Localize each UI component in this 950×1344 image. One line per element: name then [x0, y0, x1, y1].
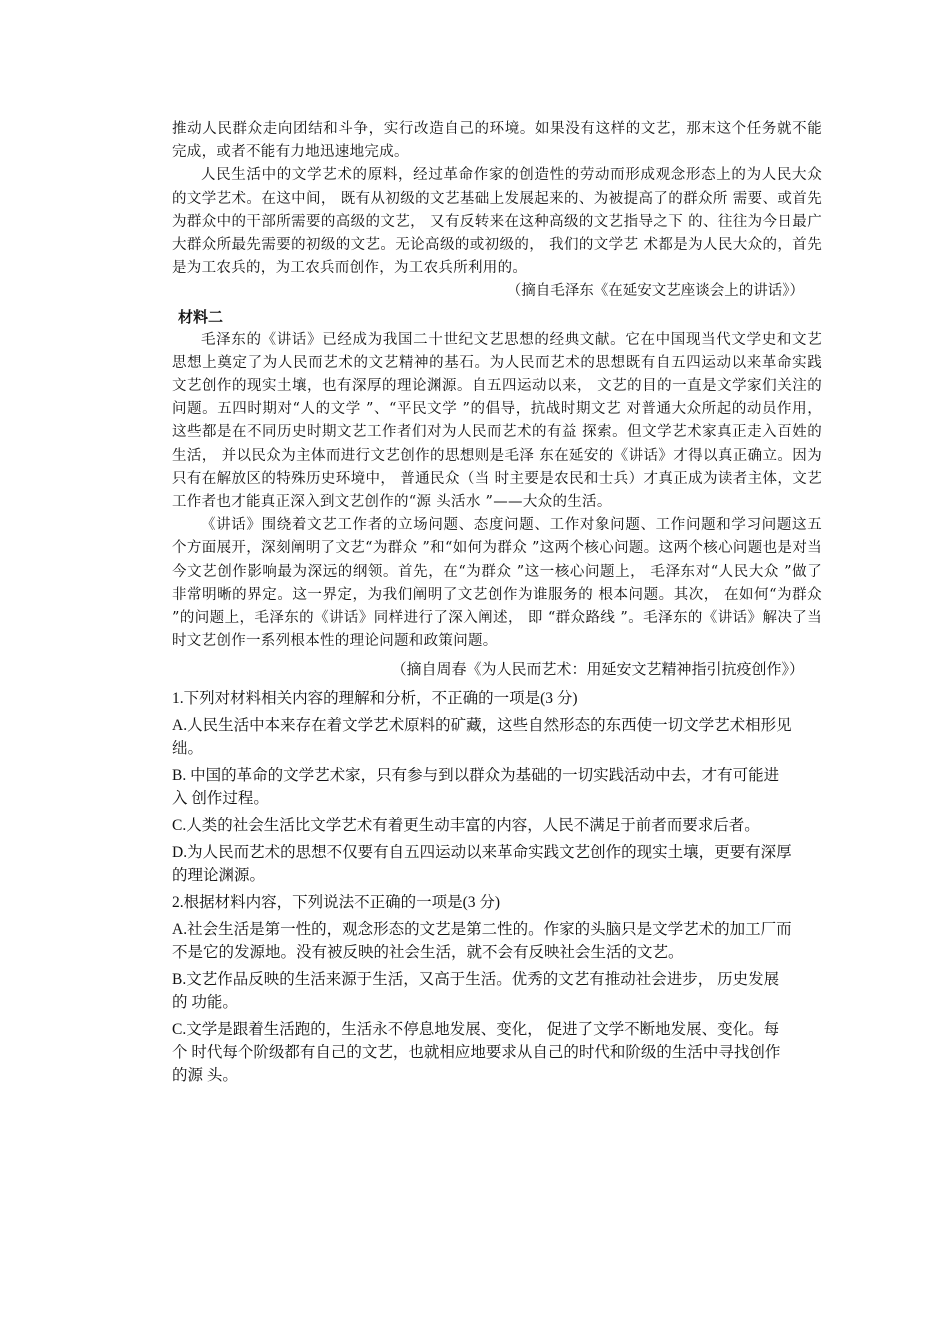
material-one-paragraph-2: 人民生活中的文学艺术的原料，经过革命作家的创造性的劳动而形成观念形态上的为人民大众的文学艺术。在这中间， 既有从初级的文艺基础上发展起来的、为被提高了的群众所 需要、或首先为群众中的干部所需要的高级的文艺， 又有反转来在这种高级的文艺指导之下 的、往往为今日最广大群众所最先需要的初级的文艺。无论高级的或初级的， 我们的文学艺 术都是为人民大众的，首先是为工农兵的，为工农兵而创作，为工农兵所利用的。 — [172, 167, 822, 277]
question-2-option-a: A.社会生活是第一性的，观念形态的文艺是第二性的。作家的头脑只是文学艺术的加工厂而 不是它的发源地。没有被反映的社会生活，就不会有反映社会生活的文艺。 — [172, 920, 792, 961]
document-page — [172, 118, 822, 1087]
question-1-option-a: A.人民生活中本来存在着文学艺术原料的矿藏，这些自然形态的东西使一切文学艺术相形见 绌。 — [172, 716, 792, 757]
material-one-paragraph-1: 推动人民群众走向团结和斗争，实行改造自己的环境。如果没有这样的文艺，那末这个任务就不能完成，或者不能有力地迅速地完成。 — [172, 121, 822, 161]
material-two-paragraph-1: 毛泽东的《讲话》已经成为我国二十世纪文艺思想的经典文献。它在中国现当代文学史和文艺思想上奠定了为人民而艺术的文艺精神的基石。为人民而艺术的思想既有自五四运动以来革命实践文艺创作的现实土壤，也有深厚的理论渊源。自五四运动以来， 文艺的目的一直是文学家们关注的问题。五四时期对“人的文学 ”、“平民文学 ”的倡导，抗战时期文艺 对普通大众所起的动员作用，这些都是在不同历史时期文艺工作者们对为人民而艺术的有益 探索。但文学艺术家真正走入百姓的生活， 并以民众为主体而进行文艺创作的思想则是毛泽 东在延安的《讲话》才得以真正确立。因为只有在解放区的特殊历史环境中， 普通民众（当 时主要是农民和士兵）才真正成为读者主体，文艺工作者也才能真正深入到文艺创作的“源 头活水 ”——大众的生活。 — [172, 331, 822, 511]
material-one-source: （摘自毛泽东《在延安文艺座谈会上的讲话》） — [506, 283, 804, 300]
question-2-option-c: C.文学是跟着生活跑的，生活永不停息地发展、变化， 促进了文学不断地发展、变化。每个 时代每个阶级都有自己的文艺，也就相应地要求从自己的时代和阶级的生活中寻找创作的源 头。 — [172, 1020, 781, 1084]
question-1-stem: 1.下列对材料相关内容的理解和分析，不正确的一项是(3 分) — [172, 689, 578, 707]
material-two-source: （摘自周春《为人民而艺术：用延安文艺精神指引抗疫创作》） — [391, 662, 804, 679]
material-two-paragraph-2: 《讲话》围绕着文艺工作者的立场问题、态度问题、工作对象问题、工作问题和学习问题这五个方面展开，深刻阐明了文艺“为群众 ”和“如何为群众 ”这两个核心问题。这两个核心问题也是对当今文艺创作影响最为深远的纲领。首先，在“为群众 ”这一核心问题上， 毛泽东对“人民大众 ”做了非常明晰的界定。这一界定，为我们阐明了文艺创作为谁服务的 根本问题。其次， 在如何“为群众 ”的问题上，毛泽东的《讲话》同样进行了深入阐述， 即 “群众路线 ”。毛泽东的《讲话》解决了当时文艺创作一系列根本性的理论问题和政策问题。 — [172, 517, 822, 650]
question-1-option-d: D.为人民而艺术的思想不仅要有自五四运动以来革命实践文艺创作的现实土壤，更要有深厚 的理论渊源。 — [172, 843, 792, 884]
question-1-option-b: B. 中国的革命的文学艺术家，只有参与到以群众为基础的一切实践活动中去，才有可能进入 创作过程。 — [172, 766, 780, 807]
question-1-option-c: C.人类的社会生活比文学艺术有着更生动丰富的内容，人民不满足于前者而要求后者。 — [172, 816, 760, 834]
question-2-option-b: B.文艺作品反映的生活来源于生活，又高于生活。优秀的文艺有推动社会进步， 历史发展的 功能。 — [172, 970, 780, 1011]
question-2-stem: 2.根据材料内容，下列说法不正确的一项是(3 分) — [172, 893, 501, 911]
material-two-heading: 材料二 — [178, 308, 224, 326]
